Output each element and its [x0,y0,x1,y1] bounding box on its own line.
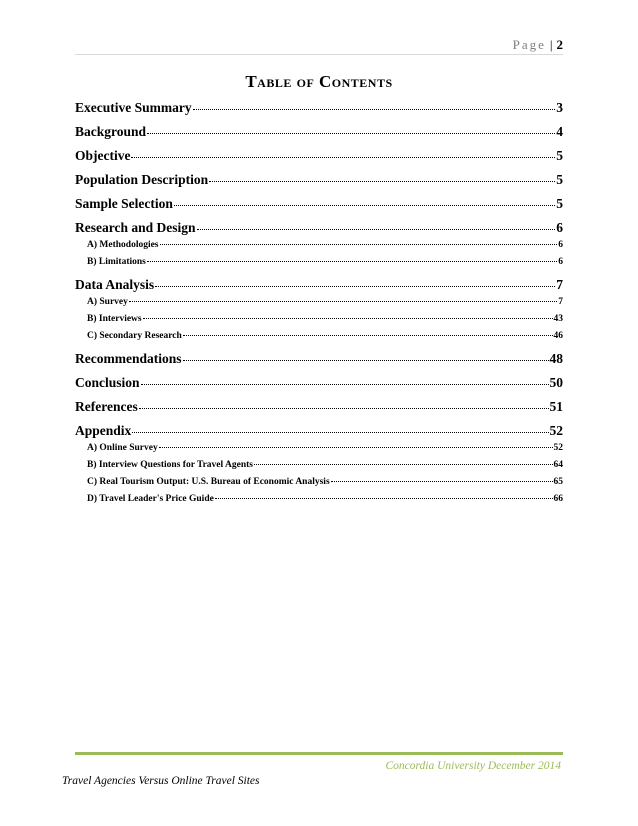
toc-entry-label: B) Interviews [87,314,142,324]
toc-entry-page: 50 [549,375,563,390]
toc-entry-label: B) Limitations [87,257,146,267]
toc-leader-dots [193,109,556,110]
toc-entry-page: 46 [553,331,563,341]
toc-entry[interactable] [75,277,563,292]
toc-entry-page: 48 [549,351,563,366]
toc-subentry[interactable] [75,443,563,454]
toc-entry-page: 6 [556,220,563,235]
toc-entry-label: B) Interview Questions for Travel Agents [87,460,253,470]
toc-entry-page: 52 [553,443,563,453]
toc-entry-label: Research and Design [75,220,196,235]
table-of-contents [75,100,563,505]
toc-entry-label: References [75,399,138,414]
toc-entry-label: Objective [75,148,131,163]
toc-entry-page: 6 [558,257,563,267]
toc-entry[interactable] [75,375,563,390]
toc-entry-label: Background [75,124,147,139]
footer-institution-date: Concordia University December 2014 [385,760,561,772]
toc-entry-label: Recommendations [75,351,182,366]
toc-leader-dots [209,181,555,182]
toc-entry-label: A) Survey [87,297,128,307]
toc-leader-dots [254,464,553,465]
toc-entry[interactable] [75,351,563,366]
header-divider [75,54,563,55]
toc-entry-page: 43 [553,314,563,324]
toc-title: Table of Contents [245,72,393,91]
footer-divider [75,752,563,755]
toc-leader-dots [143,318,553,319]
toc-entry-page: 6 [558,240,563,250]
toc-subentry[interactable] [75,477,563,488]
page-header [513,37,563,53]
toc-leader-dots [215,498,553,499]
toc-entry[interactable] [75,196,563,211]
toc-leader-dots [183,335,553,336]
toc-leader-dots [132,432,548,433]
toc-entry-page: 5 [556,172,563,187]
toc-entry-label: Conclusion [75,375,140,390]
toc-leader-dots [183,360,549,361]
toc-leader-dots [141,384,549,385]
toc-entry-page: 5 [556,148,563,163]
toc-leader-dots [160,244,558,245]
toc-entry-label: C) Secondary Research [87,331,182,341]
toc-entry-label: C) Real Tourism Output: U.S. Bureau of Economic Analysis [87,477,330,487]
toc-entry[interactable] [75,220,563,235]
toc-entry[interactable] [75,100,563,115]
toc-leader-dots [159,447,553,448]
toc-leader-dots [331,481,553,482]
toc-leader-dots [139,408,549,409]
toc-entry-page: 52 [549,423,563,438]
toc-leader-dots [129,301,557,302]
toc-entry-page: 4 [556,124,563,139]
toc-entry-label: Sample Selection [75,196,173,211]
toc-entry-page: 51 [549,399,563,414]
page-number: 2 [556,37,563,52]
toc-entry-page: 7 [556,277,563,292]
toc-entry-page: 64 [553,460,563,470]
toc-subentry[interactable] [75,494,563,505]
toc-leader-dots [131,157,555,158]
toc-entry-label: D) Travel Leader's Price Guide [87,494,214,504]
toc-subentry[interactable] [75,314,563,325]
toc-subentry[interactable] [75,297,563,308]
toc-entry[interactable] [75,399,563,414]
toc-subentry[interactable] [75,240,563,251]
toc-entry-page: 66 [553,494,563,504]
toc-entry-label: A) Methodologies [87,240,159,250]
toc-entry-page: 5 [556,196,563,211]
toc-entry-page: 3 [556,100,563,115]
toc-entry-label: A) Online Survey [87,443,158,453]
toc-leader-dots [174,205,555,206]
toc-entry-label: Executive Summary [75,100,192,115]
toc-entry-page: 7 [558,297,563,307]
toc-entry-page: 65 [553,477,563,487]
toc-subentry[interactable] [75,460,563,471]
footer-document-title: Travel Agencies Versus Online Travel Sites [62,775,260,787]
toc-leader-dots [155,286,555,287]
toc-leader-dots [147,133,555,134]
toc-leader-dots [147,261,557,262]
toc-leader-dots [197,229,556,230]
toc-entry-label: Appendix [75,423,132,438]
toc-entry[interactable] [75,423,563,438]
page-word: Page [512,37,546,52]
page-separator: | [549,37,553,52]
toc-entry[interactable] [75,172,563,187]
toc-entry-label: Data Analysis [75,277,155,292]
toc-subentry[interactable] [75,257,563,268]
toc-entry-label: Population Description [75,172,209,187]
toc-entry[interactable] [75,148,563,163]
toc-subentry[interactable] [75,331,563,342]
toc-entry[interactable] [75,124,563,139]
